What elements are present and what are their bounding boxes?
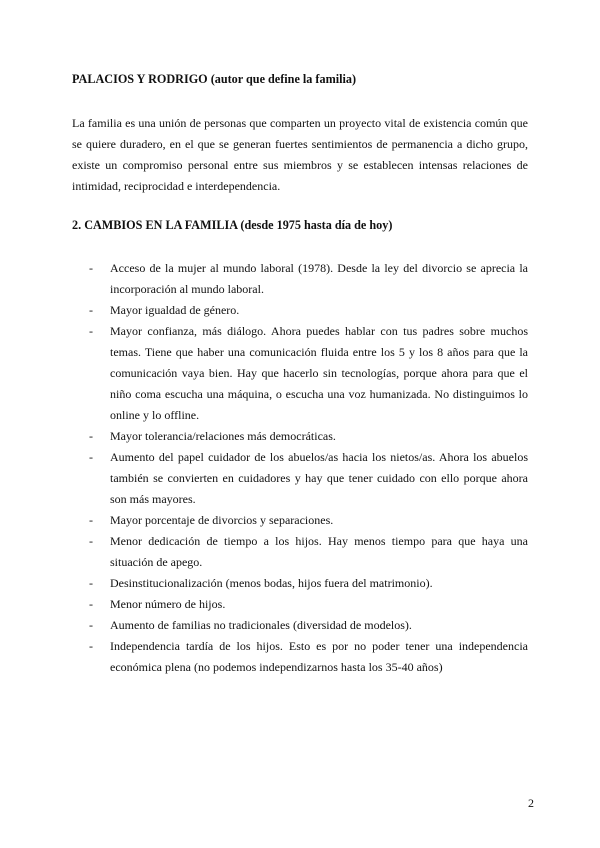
bullet-dash: -	[89, 576, 93, 590]
list-item-text: Menor dedicación de tiempo a los hijos. Hay menos tiempo para que haya una situación de apego.	[110, 534, 528, 569]
bullet-dash: -	[89, 639, 93, 653]
bullet-dash: -	[89, 597, 93, 611]
list-item	[72, 594, 528, 615]
list-item	[72, 636, 528, 678]
list-item-text: Independencia tardía de los hijos. Esto es por no poder tener una independencia económica plena (no podemos independizarnos hasta los 35-40 años)	[110, 639, 528, 674]
bullet-dash: -	[89, 303, 93, 317]
list-item	[72, 615, 528, 636]
intro-paragraph: La familia es una unión de personas que comparten un proyecto vital de existencia común que se quiere duradero, en el que se generan fuertes sentimientos de permanencia a dicho grupo, existe un compromiso personal entre sus miembros y se establecen intensas relaciones de intimidad, reciprocidad e interdependencia.	[72, 116, 528, 193]
list-item-text: Menor número de hijos.	[110, 597, 226, 611]
bullet-dash: -	[89, 534, 93, 548]
bullet-dash: -	[89, 450, 93, 464]
bullet-dash: -	[89, 261, 93, 275]
list-item-text: Aumento de familias no tradicionales (diversidad de modelos).	[110, 618, 412, 632]
list-item	[72, 426, 528, 447]
list-item	[72, 531, 528, 573]
page-number: 2	[528, 796, 534, 810]
list-item	[72, 573, 528, 594]
bullet-dash: -	[89, 324, 93, 338]
list-item	[72, 258, 528, 300]
list-item	[72, 510, 528, 531]
changes-list	[72, 258, 528, 678]
bullet-dash: -	[89, 618, 93, 632]
list-item	[72, 447, 528, 510]
list-item-text: Mayor porcentaje de divorcios y separaciones.	[110, 513, 334, 527]
bullet-dash: -	[89, 513, 93, 527]
list-item-text: Acceso de la mujer al mundo laboral (1978). Desde la ley del divorcio se aprecia la incorporación al mundo laboral.	[110, 261, 528, 296]
list-item-text: Mayor tolerancia/relaciones más democráticas.	[110, 429, 336, 443]
list-item-text: Mayor confianza, más diálogo. Ahora puedes hablar con tus padres sobre muchos temas. Tiene que haber una comunicación fluida entre los 5 y los 8 años para que la comunicación vaya bien. Hay que hacerlo sin tecnologías, porque ahora para que el niño coma escucha una máquina, o escucha una voz humanizada. No distinguimos lo online y lo offline.	[110, 324, 528, 422]
list-item-text: Desinstitucionalización (menos bodas, hijos fuera del matrimonio).	[110, 576, 433, 590]
list-item	[72, 321, 528, 426]
list-item	[72, 300, 528, 321]
section-heading-definition: PALACIOS Y RODRIGO (autor que define la familia)	[72, 72, 357, 86]
bullet-dash: -	[89, 429, 93, 443]
section-heading-changes: 2. CAMBIOS EN LA FAMILIA (desde 1975 hasta día de hoy)	[72, 218, 393, 232]
list-item-text: Aumento del papel cuidador de los abuelos/as hacia los nietos/as. Ahora los abuelos también se convierten en cuidadores y hay que tener cuidado con ello porque ahora son más mayores.	[110, 450, 528, 506]
list-item-text: Mayor igualdad de género.	[110, 303, 240, 317]
